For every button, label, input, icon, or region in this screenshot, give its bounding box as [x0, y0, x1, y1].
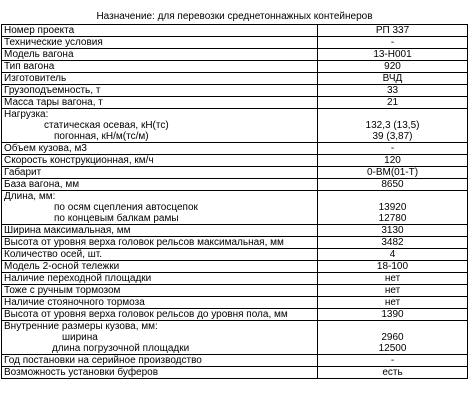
table-row [2, 85, 468, 97]
row-value: 920 [318, 61, 468, 73]
row-value: 13-Н001 [318, 49, 468, 61]
row-label: Номер проекта [2, 25, 318, 37]
table-row [2, 61, 468, 73]
table-row [2, 309, 468, 321]
row-value: 4 [318, 249, 468, 261]
length-coupler-value: 13920 [378, 202, 407, 213]
row-value: - [318, 143, 468, 155]
row-value: 8650 [318, 179, 468, 191]
table-row [2, 155, 468, 167]
row-label: Ширина максимальная, мм [2, 225, 318, 237]
table-row [2, 367, 468, 379]
inner-label-cell [2, 321, 318, 355]
row-label: Модель вагона [2, 49, 318, 61]
table-row [2, 355, 468, 367]
row-value: 3130 [318, 225, 468, 237]
row-label: Возможность установки буферов [2, 367, 318, 379]
row-label: Скорость конструкционная, км/ч [2, 155, 318, 167]
table-row-inner [2, 321, 468, 355]
inner-platform-label: длина погрузочной площадки [52, 343, 190, 354]
row-label: Модель 2-осной тележки [2, 261, 318, 273]
table-row [2, 225, 468, 237]
row-value: 0-ВМ(01-Т) [318, 167, 468, 179]
table-row [2, 73, 468, 85]
row-value: - [318, 355, 468, 367]
load-linear-value: 39 (3,87) [372, 131, 413, 142]
table-row [2, 167, 468, 179]
row-label: Масса тары вагона, т [2, 97, 318, 109]
row-value: 33 [318, 85, 468, 97]
table-row [2, 249, 468, 261]
table-row [2, 273, 468, 285]
load-static-value: 132,3 (13,5) [365, 120, 420, 131]
table-row [2, 97, 468, 109]
spec-table [1, 24, 468, 379]
row-value: 120 [318, 155, 468, 167]
load-static-label: статическая осевая, кН(тс) [44, 120, 169, 131]
row-label: Тип вагона [2, 61, 318, 73]
row-value: нет [318, 273, 468, 285]
inner-width-label: ширина [62, 332, 98, 343]
spacer [320, 109, 465, 120]
load-value-cell [318, 109, 468, 143]
row-label: Год постановки на серийное производство [2, 355, 318, 367]
length-beams-value: 12780 [378, 213, 407, 224]
inner-platform-value: 12500 [378, 343, 407, 354]
row-label: Количество осей, шт. [2, 249, 318, 261]
length-value-cell [318, 191, 468, 225]
row-value: нет [318, 285, 468, 297]
table-row [2, 261, 468, 273]
inner-width-value: 2960 [381, 332, 404, 343]
row-value: РП 337 [318, 25, 468, 37]
row-value: ВЧД [318, 73, 468, 85]
length-beams-label: по концевым балкам рамы [54, 213, 179, 224]
length-heading: Длина, мм: [4, 191, 56, 202]
table-row-load [2, 109, 468, 143]
inner-heading: Внутренние размеры кузова, мм: [4, 321, 158, 332]
row-label: Наличие стояночного тормоза [2, 297, 318, 309]
table-row [2, 143, 468, 155]
table-row [2, 37, 468, 49]
row-value: - [318, 37, 468, 49]
table-row [2, 49, 468, 61]
load-label-cell [2, 109, 318, 143]
row-value: нет [318, 297, 468, 309]
spacer [320, 191, 465, 202]
row-label: Технические условия [2, 37, 318, 49]
table-row [2, 285, 468, 297]
length-label-cell [2, 191, 318, 225]
table-row [2, 25, 468, 37]
load-linear-label: погонная, кН/м(тс/м) [54, 131, 149, 142]
table-row [2, 297, 468, 309]
row-label: База вагона, мм [2, 179, 318, 191]
row-value: 21 [318, 97, 468, 109]
row-label: Изготовитель [2, 73, 318, 85]
row-label: Габарит [2, 167, 318, 179]
length-coupler-label: по осям сцепления автосцепок [54, 202, 198, 213]
row-value: 1390 [318, 309, 468, 321]
table-row [2, 179, 468, 191]
row-value: 18-100 [318, 261, 468, 273]
table-row [2, 237, 468, 249]
row-label: Наличие переходной площадки [2, 273, 318, 285]
row-label: Объем кузова, м3 [2, 143, 318, 155]
row-value: есть [318, 367, 468, 379]
inner-value-cell [318, 321, 468, 355]
row-value: 3482 [318, 237, 468, 249]
document-title: Назначение: для перевозки среднетоннажных контейнеров [96, 11, 373, 22]
row-label: Высота от уровня верха головок рельсов максимальная, мм [2, 237, 318, 249]
row-label: Высота от уровня верха головок рельсов до уровня пола, мм [2, 309, 318, 321]
row-label: Тоже с ручным тормозом [2, 285, 318, 297]
row-label: Грузоподъемность, т [2, 85, 318, 97]
spacer [320, 321, 465, 332]
table-row-length [2, 191, 468, 225]
load-heading: Нагрузка: [4, 109, 49, 120]
